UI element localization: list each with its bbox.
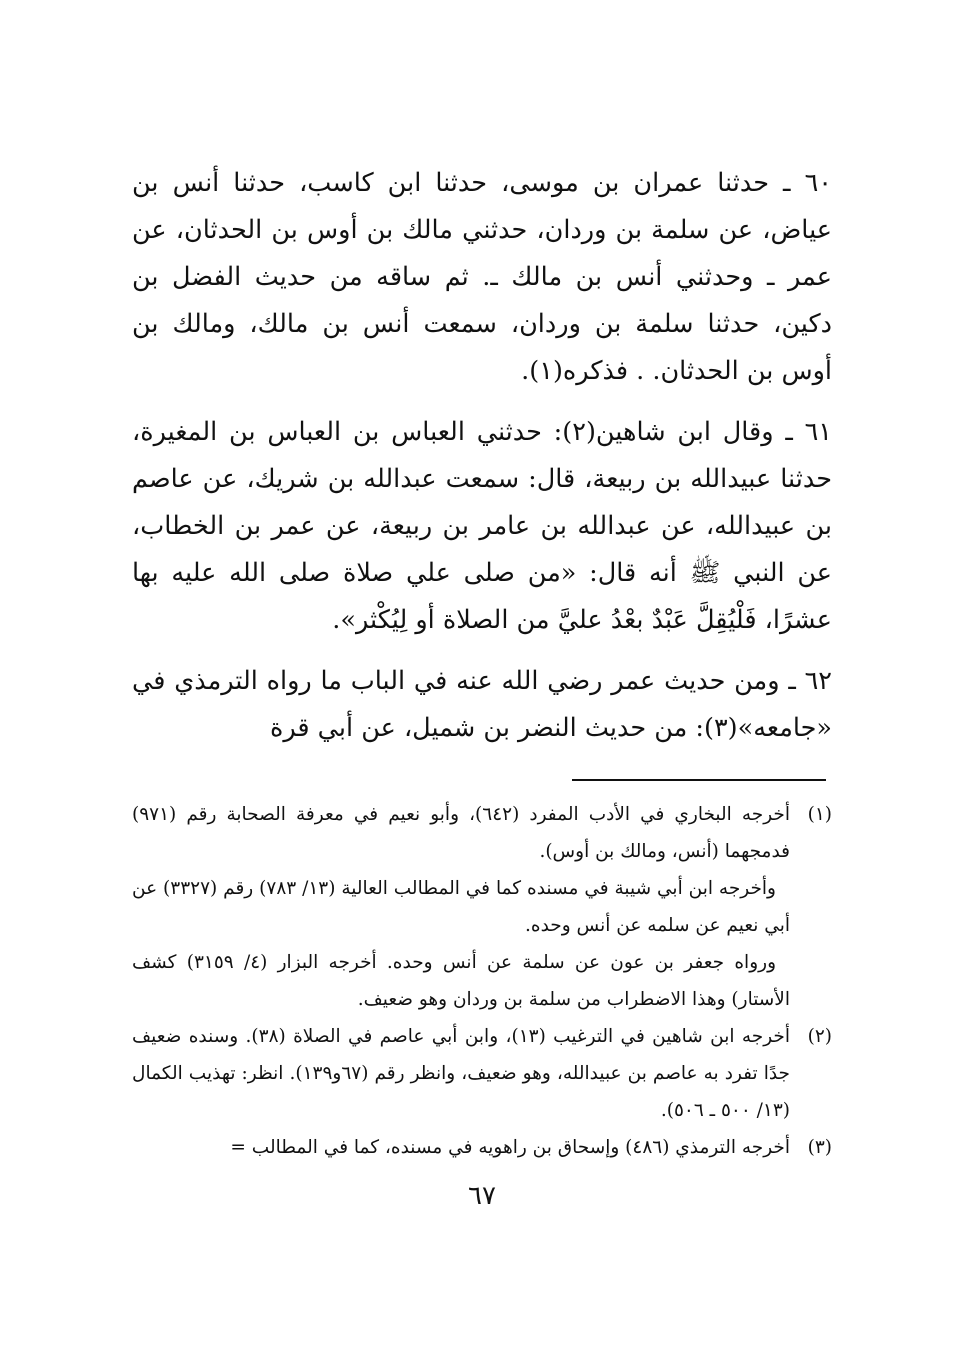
footnote-divider (572, 779, 826, 781)
footnote-line: أخرجه الترمذي (٤٨٦) وإسحاق بن راهويه في مسنده، كما في المطالب = (230, 1137, 790, 1158)
footnote-number: (٣) (807, 1137, 832, 1158)
footnote-body (132, 796, 790, 1018)
paragraph-61: ٦١ ـ وقال ابن شاهين(٢): حدثني العباس بن العباس بن المغيرة، حدثنا عبيدالله بن ربيعة، قال: سمعت عبدالله بن شريك، عن عاصم بن عبيدالله، عن عبدالله بن عامر بن ربيعة، عن عمر بن الخطاب، عن النبي ﷺ أنه قال: «من صلى علي صلاة صلى الله عليه بها عشرًا، فَلْيُقِلَّ عَبْدٌ بعْدُ عليَّ من الصلاة أو لِيُكْثر». (132, 417, 832, 635)
footnote-line: أخرجه ابن شاهين في الترغيب (١٣)، وابن أبي عاصم في الصلاة (٣٨). وسنده ضعيف جدًا تفرد به عاصم بن عبيدالله، وهو ضعيف، وانظر رقم (٦٧و١٣٩). انظر: تهذيب الكمال (١٣/ ٥٠٠ ـ ٥٠٦). (132, 1026, 790, 1121)
footnote-body (132, 1129, 790, 1166)
footnote-body (132, 1018, 790, 1129)
paragraph-62: ٦٢ ـ ومن حديث عمر رضي الله عنه في الباب ما رواه الترمذي في «جامعه»(٣): من حديث النضر بن شميل، عن أبي قرة (132, 666, 832, 743)
footnote-2 (132, 1018, 832, 1129)
footnote-line: أخرجه البخاري في الأدب المفرد (٦٤٢)، وأبو نعيم في معرفة الصحابة رقم (٩٧١) فدمجهما (أنس، ومالك بن أوس). (132, 804, 790, 862)
main-text (132, 160, 832, 766)
footnote-number: (٢) (807, 1026, 832, 1047)
paragraph-60: ٦٠ ـ حدثنا عمران بن موسى، حدثنا ابن كاسب، حدثنا أنس بن عياض، عن سلمة بن وردان، حدثني مالك بن أوس بن الحدثان، عن عمر ـ وحدثني أنس بن مالك ـ. ثم ساقه من حديث الفضل بن دكين، حدثنا سلمة بن وردان، سمعت أنس بن مالك، ومالك بن أوس بن الحدثان. . فذكره(١). (132, 168, 832, 386)
footnotes (132, 796, 832, 1166)
footnote-number: (١) (807, 804, 832, 825)
footnote-line: ورواه جعفر بن عون عن سلمة عن أنس وحده. أخرجه البزار (٤/ ٣١٥٩) كشف الأستار) وهذا الاضطراب من سلمة بن وردان وهو ضعيف. (132, 952, 790, 1010)
footnote-3 (132, 1129, 832, 1166)
footnote-1 (132, 796, 832, 1018)
page-number: ٦٧ (468, 1181, 496, 1211)
footnote-line: وأخرجه ابن أبي شيبة في مسنده كما في المطالب العالية (١٣/ ٧٨٣) رقم (٣٣٢٧) عن أبي نعيم عن سلمه عن أنس وحده. (132, 878, 790, 936)
